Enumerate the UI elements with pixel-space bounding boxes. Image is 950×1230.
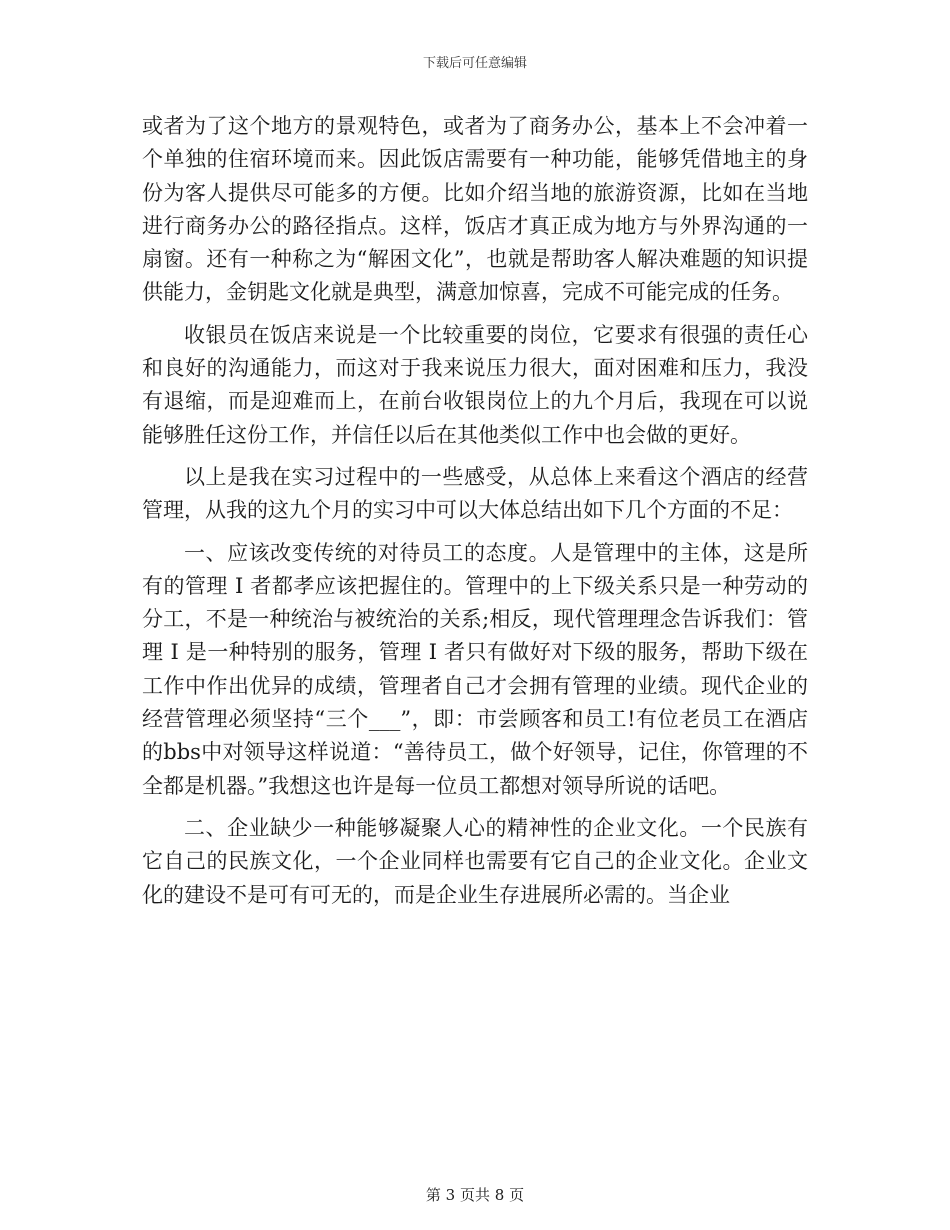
paragraph-1: 或者为了这个地方的景观特色，或者为了商务办公，基本上不会冲着一个单独的住宿环境而来。因此饭店需要有一种功能，能够凭借地主的身份为客人提供尽可能多的方便。比如介绍当地的旅游资源，比如在当地进行商务办公的路径指点。这样，饭店才真正成为地方与外界沟通的一扇窗。还有一种称之为“解困文化”，也就是帮助客人解决难题的知识提供能力，金钥匙文化就是典型，满意加惊喜，完成不可能完成的任务。 xyxy=(142,114,808,305)
page-header: 下载后可任意编辑 xyxy=(422,56,527,71)
paragraph-5: 二、企业缺少一种能够凝聚人心的精神性的企业文化。一个民族有它自己的民族文化，一个企业同样也需要有它自己的企业文化。企业文化的建设不是可有可无的，而是企业生存进展所必需的。当企业 xyxy=(142,815,808,907)
document-body xyxy=(142,110,808,912)
paragraph-4: 一、应该改变传统的对待员工的态度。人是管理中的主体，这是所有的管理 I 者都孝应该把握住的。管理中的上下级关系只是一种劳动的分工，不是一种统治与被统治的关系;相反，现代管理理念告诉我们：管理 I 是一种特别的服务，管理 I 者只有做好对下级的服务，帮助下级在工作中作出优异的成绩，管理者自己才会拥有管理的业绩。现代企业的经营管理必须坚持“三个___”，即：市尝顾客和员工!有位老员工在酒店的bbs中对领导这样说道：“善待员工，做个好领导，记住，你管理的不全都是机器。”我想这也许是每一位员工都想对领导所说的话吧。 xyxy=(142,540,808,798)
paragraph-2: 收银员在饭店来说是一个比较重要的岗位，它要求有很强的责任心和良好的沟通能力，而这对于我来说压力很大，面对困难和压力，我没有退缩，而是迎难而上，在前台收银岗位上的九个月后，我现在可以说能够胜任这份工作，并信任以后在其他类似工作中也会做的更好。 xyxy=(142,322,808,447)
paragraph-3: 以上是我在实习过程中的一些感受，从总体上来看这个酒店的经营管理，从我的这九个月的实习中可以大体总结出如下几个方面的不足： xyxy=(142,464,808,523)
page-footer: 第 3 页共 8 页 xyxy=(425,1186,525,1204)
